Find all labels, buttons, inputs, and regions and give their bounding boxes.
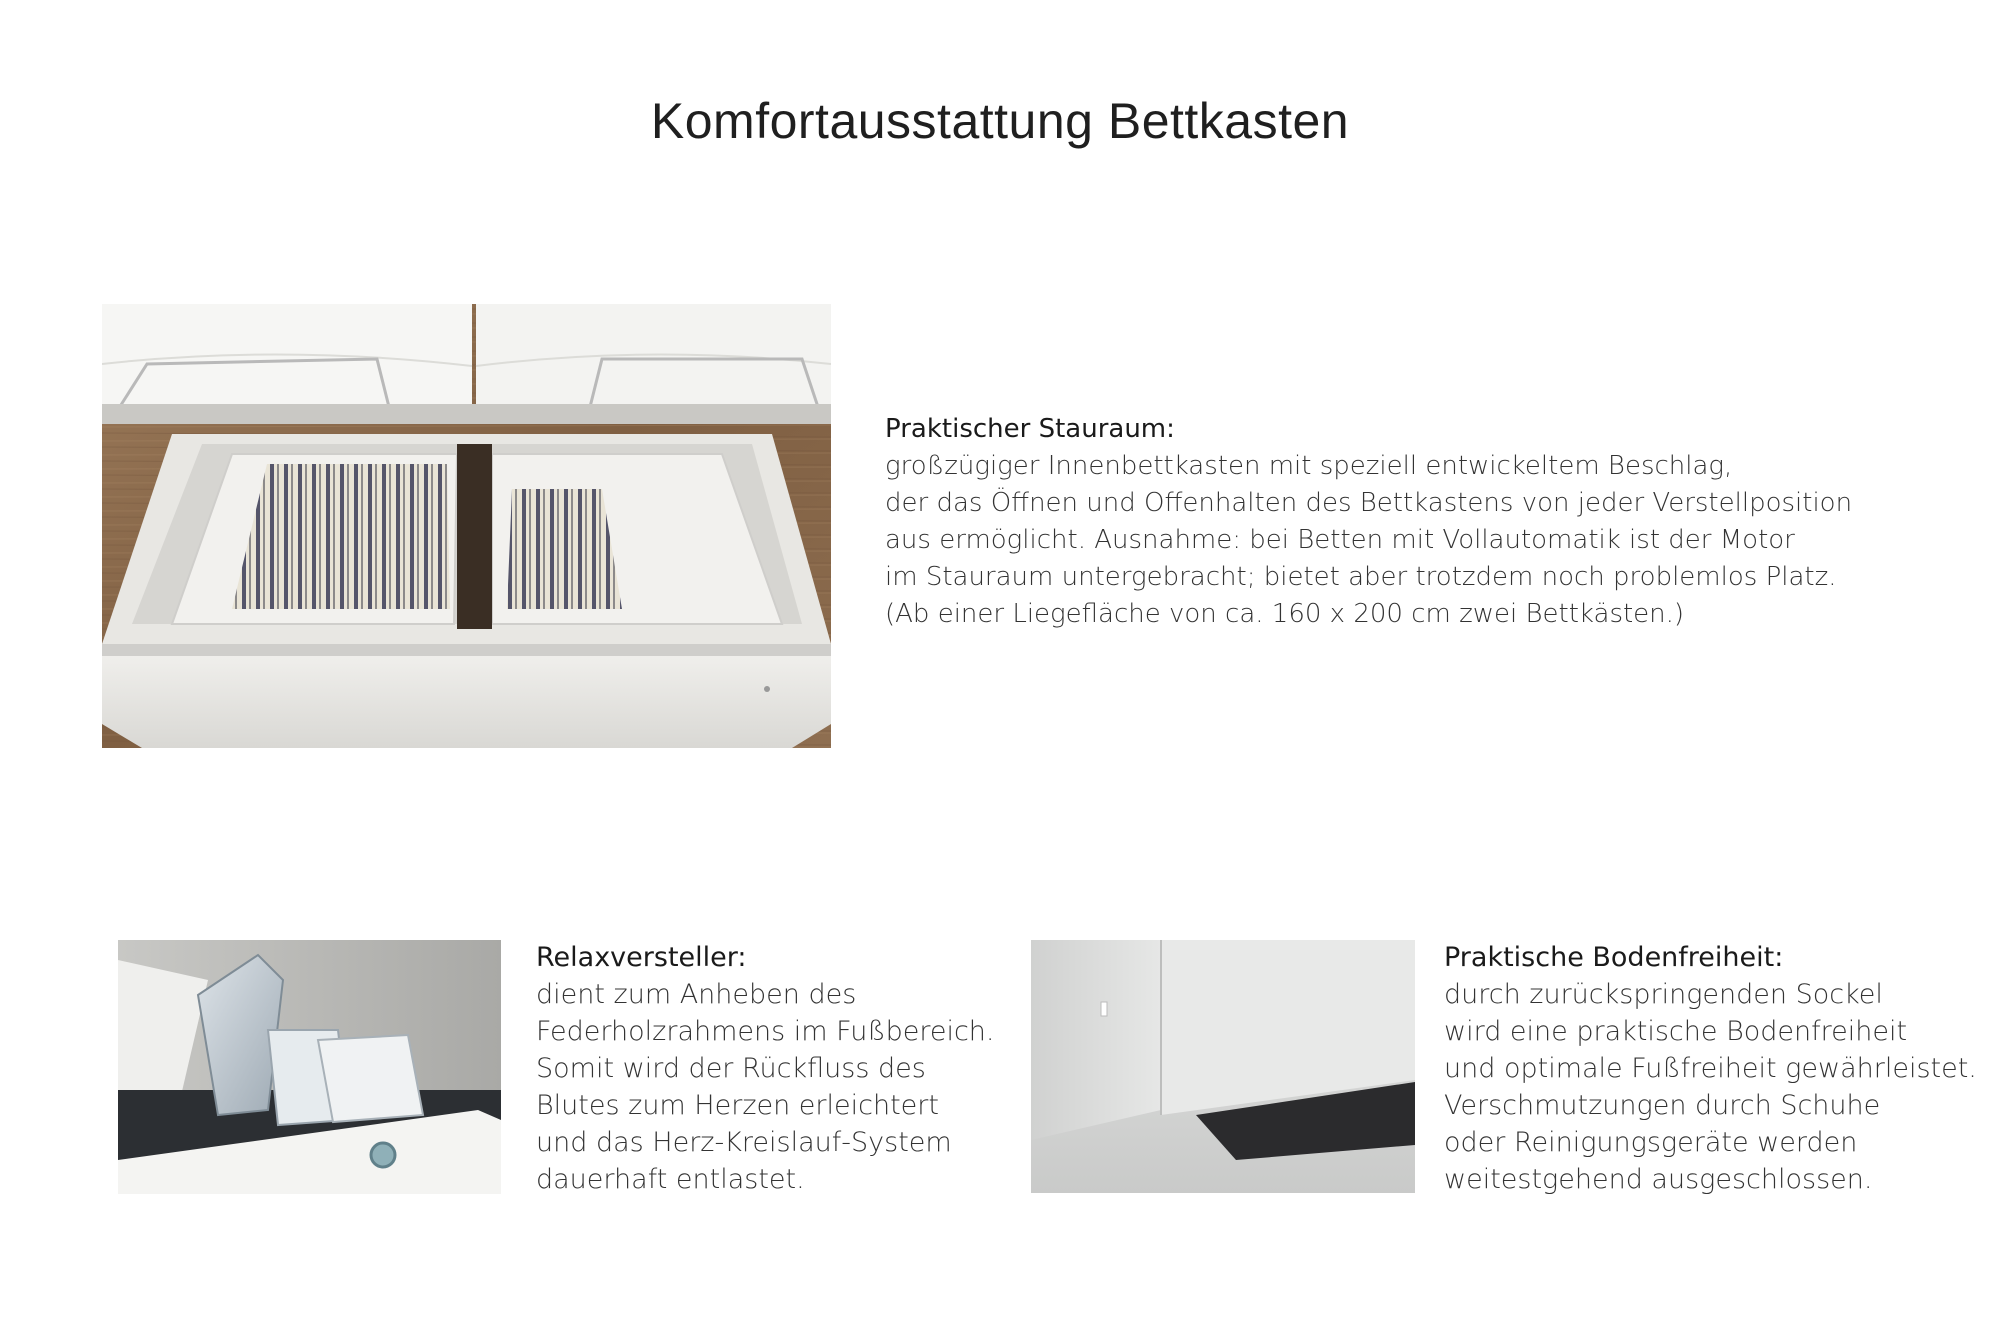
storage-line: (Ab einer Liegefläche von ca. 160 x 200 cm zwei Bettkästen.) — [885, 599, 1685, 629]
floor-clearance-photo — [1031, 940, 1415, 1193]
relax-adjuster-photo — [118, 940, 501, 1194]
relax-line: und das Herz-Kreislauf-System — [536, 1127, 952, 1158]
floor-line: wird eine praktische Bodenfreiheit — [1444, 1016, 1908, 1047]
floor-description — [1444, 939, 1977, 1198]
storage-heading: Praktischer Stauraum: — [885, 414, 1175, 444]
storage-line: im Stauraum untergebracht; bietet aber trotzdem noch problemlos Platz. — [885, 562, 1837, 592]
relax-line: Federholzrahmens im Fußbereich. — [536, 1016, 995, 1047]
page-title: Komfortausstattung Bettkasten — [650, 93, 1350, 149]
storage-line: großzügiger Innenbettkasten mit speziell entwickeltem Beschlag, — [885, 451, 1733, 481]
floor-heading: Praktische Bodenfreiheit: — [1444, 942, 1784, 973]
storage-description — [885, 411, 1852, 633]
floor-line: Verschmutzungen durch Schuhe — [1444, 1090, 1881, 1121]
storage-line: der das Öffnen und Offenhalten des Bettkastens von jeder Verstellposition — [885, 488, 1853, 518]
storage-line: aus ermöglicht. Ausnahme: bei Betten mit Vollautomatik ist der Motor — [885, 525, 1795, 555]
floor-line: und optimale Fußfreiheit gewährleistet. — [1444, 1053, 1977, 1084]
relax-line: Blutes zum Herzen erleichtert — [536, 1090, 939, 1121]
relax-line: Somit wird der Rückfluss des — [536, 1053, 926, 1084]
floor-line: oder Reinigungsgeräte werden — [1444, 1127, 1858, 1158]
floor-line: weitestgehend ausgeschlossen. — [1444, 1164, 1873, 1195]
floor-line: durch zurückspringenden Sockel — [1444, 979, 1883, 1010]
relax-description — [536, 939, 995, 1198]
relax-line: dauerhaft entlastet. — [536, 1164, 805, 1195]
relax-heading: Relaxversteller: — [536, 942, 747, 973]
relax-line: dient zum Anheben des — [536, 979, 857, 1010]
bed-storage-photo — [102, 304, 831, 748]
